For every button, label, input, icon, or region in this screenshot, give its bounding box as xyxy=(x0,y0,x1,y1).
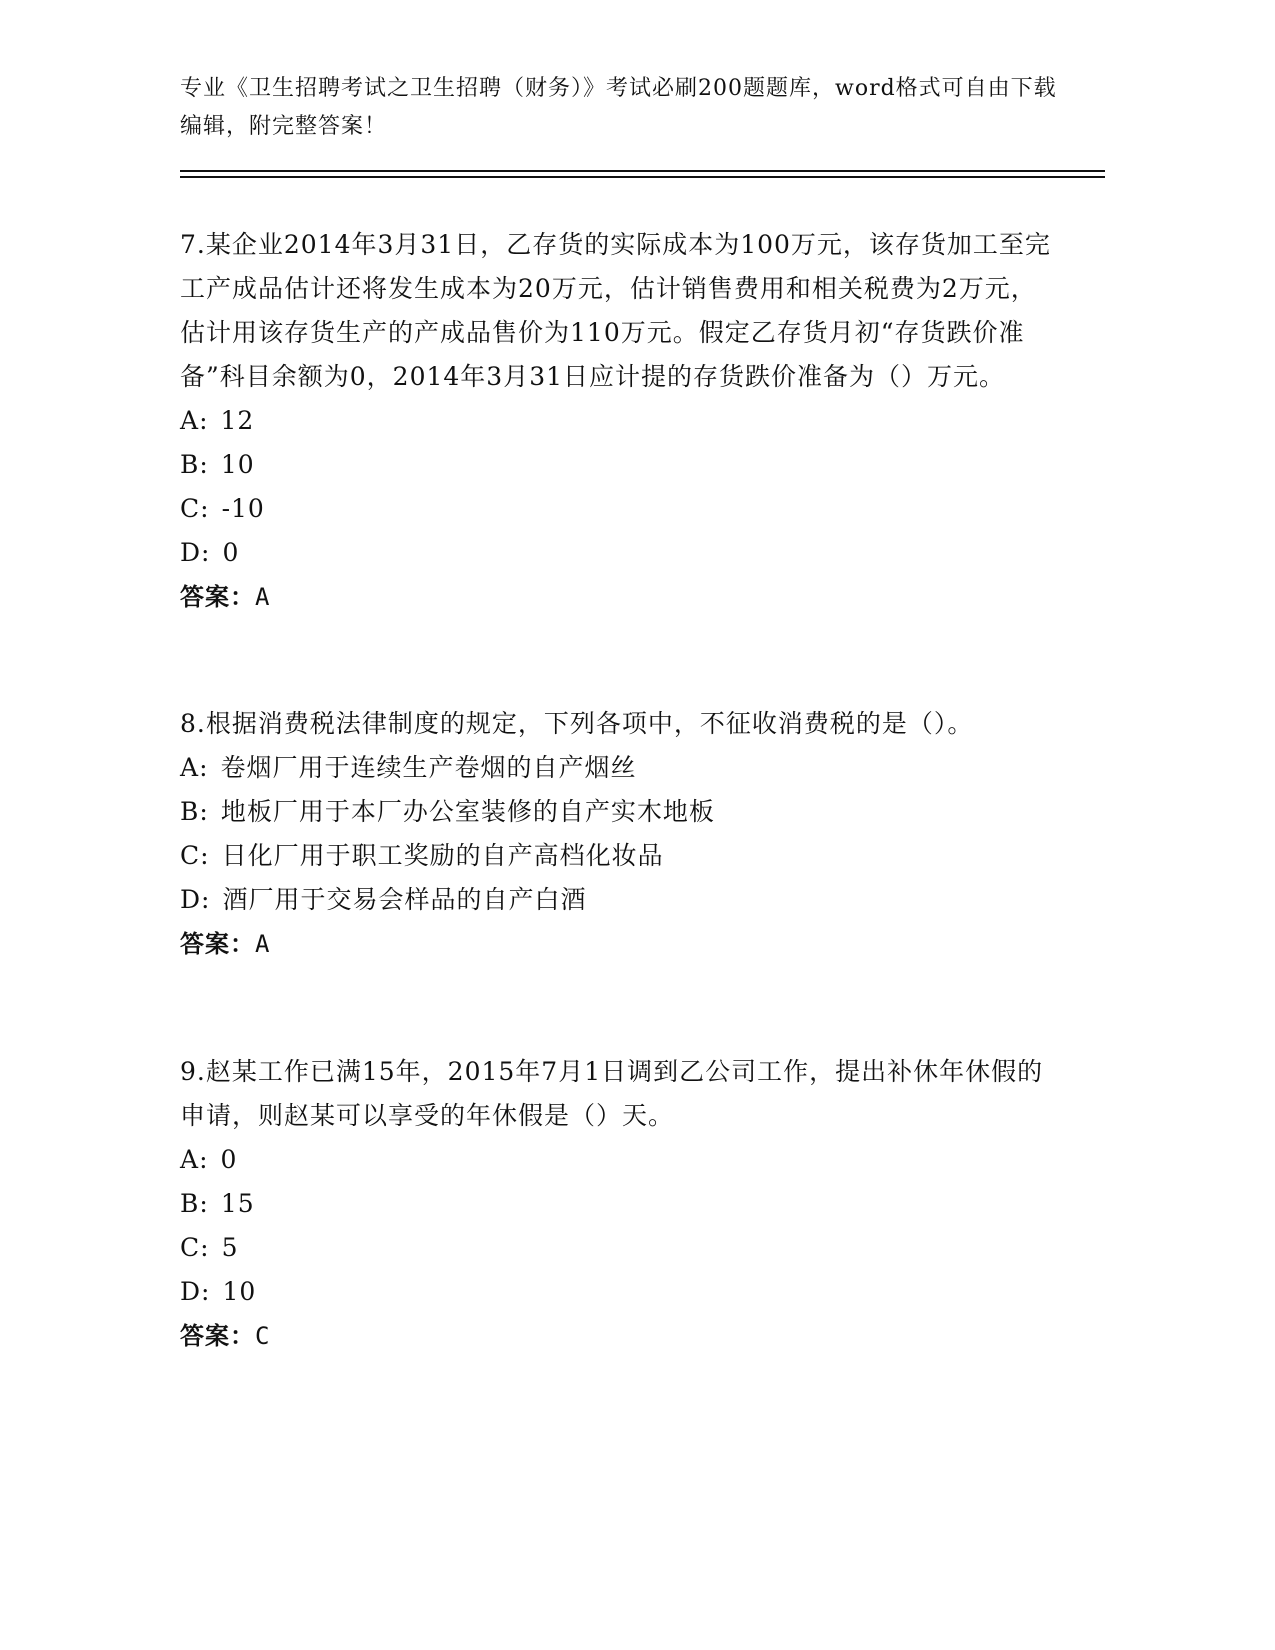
option-item xyxy=(180,531,1060,575)
option-value: 5 xyxy=(221,1233,239,1262)
answer-value: A xyxy=(255,583,271,611)
option-item xyxy=(180,834,1060,878)
answer-line xyxy=(180,575,1060,619)
option-separator: : xyxy=(199,1189,209,1218)
option-item xyxy=(180,487,1060,531)
answer-label: 答案： xyxy=(180,930,255,958)
option-key: D xyxy=(180,1277,202,1306)
option-value: 日化厂用于职工奖励的自产高档化妆品 xyxy=(221,841,664,870)
option-value: 12 xyxy=(220,406,255,435)
option-key: C xyxy=(180,1233,201,1262)
answer-label: 答案： xyxy=(180,1322,255,1350)
option-separator: : xyxy=(200,841,210,870)
option-item xyxy=(180,790,1060,834)
option-key: B xyxy=(180,450,200,479)
answer-line xyxy=(180,1314,1060,1358)
option-separator: : xyxy=(199,797,209,826)
option-value: 0 xyxy=(222,538,240,567)
header-divider-bottom xyxy=(180,176,1105,178)
question-text: 8.根据消费税法律制度的规定，下列各项中，不征收消费税的是（）。 xyxy=(180,709,974,738)
option-item xyxy=(180,1226,1060,1270)
option-separator: : xyxy=(201,885,211,914)
option-separator: : xyxy=(199,406,209,435)
document-header: 专业《卫生招聘考试之卫生招聘（财务）》考试必刷200题题库，word格式可自由下载编辑，附完整答案！ xyxy=(180,76,1057,139)
question-text: 9.赵某工作已满15年，2015年7月1日调到乙公司工作，提出补休年休假的申请，则赵某可以享受的年休假是（）天。 xyxy=(180,1057,1044,1130)
answer-line xyxy=(180,922,1060,966)
option-item xyxy=(180,399,1060,443)
option-value: 酒厂用于交易会样品的自产白酒 xyxy=(222,885,587,914)
option-separator: : xyxy=(199,1145,209,1174)
option-value: 0 xyxy=(220,1145,238,1174)
question-block xyxy=(180,702,1060,966)
option-separator: : xyxy=(199,450,209,479)
option-key: A xyxy=(180,1145,200,1174)
question-block xyxy=(180,223,1060,619)
option-key: D xyxy=(180,538,202,567)
option-separator: : xyxy=(200,1233,210,1262)
option-item xyxy=(180,443,1060,487)
option-value: -10 xyxy=(221,494,265,523)
question-text: 7.某企业2014年3月31日，乙存货的实际成本为100万元，该存货加工至完工产成品估计还将发生成本为20万元，估计销售费用和相关税费为2万元，估计用该存货生产的产成品售价为110万元。假定乙存货月初“存货跌价准备”科目余额为0，2014年3月31日应计提的存货跌价准备为（）万元。 xyxy=(180,230,1051,391)
option-key: A xyxy=(180,406,200,435)
header-divider-top xyxy=(180,170,1105,172)
option-key: B xyxy=(180,1189,200,1218)
option-item xyxy=(180,1182,1060,1226)
option-item xyxy=(180,1270,1060,1314)
option-key: A xyxy=(180,753,200,782)
option-value: 10 xyxy=(220,450,255,479)
option-value: 10 xyxy=(222,1277,257,1306)
option-separator: : xyxy=(199,753,209,782)
option-key: C xyxy=(180,494,201,523)
option-value: 地板厂用于本厂办公室装修的自产实木地板 xyxy=(220,797,715,826)
option-value: 15 xyxy=(220,1189,255,1218)
option-key: D xyxy=(180,885,202,914)
option-key: B xyxy=(180,797,200,826)
option-separator: : xyxy=(200,494,210,523)
question-block xyxy=(180,1050,1060,1358)
answer-label: 答案： xyxy=(180,583,255,611)
option-item xyxy=(180,1138,1060,1182)
option-item xyxy=(180,878,1060,922)
option-separator: : xyxy=(201,538,211,567)
answer-value: A xyxy=(255,930,271,958)
option-separator: : xyxy=(201,1277,211,1306)
option-key: C xyxy=(180,841,201,870)
option-value: 卷烟厂用于连续生产卷烟的自产烟丝 xyxy=(220,753,637,782)
option-item xyxy=(180,746,1060,790)
answer-value: C xyxy=(255,1322,271,1350)
